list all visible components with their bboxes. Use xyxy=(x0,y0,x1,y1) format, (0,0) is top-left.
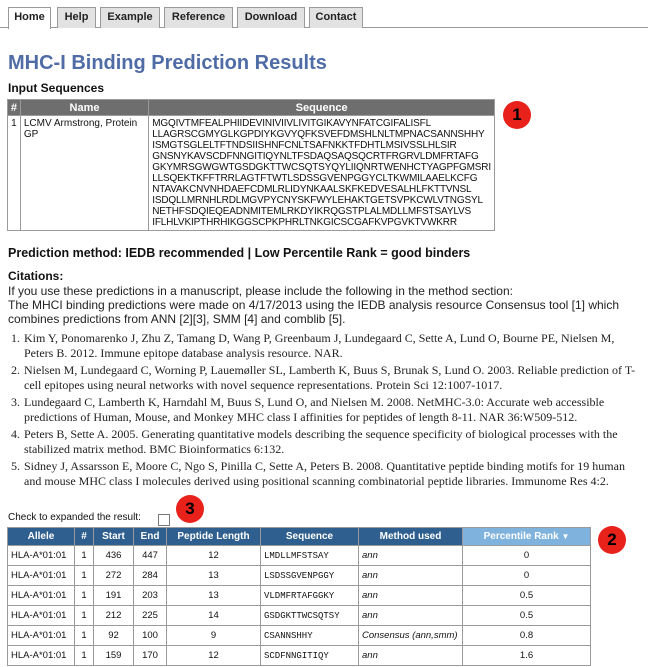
col-header-name: Name xyxy=(20,100,148,116)
cell-start: 92 xyxy=(94,626,134,646)
tab-home[interactable]: Home xyxy=(8,7,51,29)
sequence-line: IFLHLVKIPTHRHIKGGSCPKPHRLTNKGICSCGAFKVPGVKTVWKRR xyxy=(152,217,457,228)
cell-allele: HLA-A*01:01 xyxy=(8,546,75,566)
cell-length: 12 xyxy=(167,546,261,566)
cell-method: ann xyxy=(359,586,463,606)
sequence-line: GKYMRSGWGWTGSDGKTTWCSQTSYQYLIIQNRTWENHCTYAGPFGMSRI xyxy=(152,162,491,173)
cell-rank: 0 xyxy=(463,566,591,586)
reference-text: Lundegaard C, Lamberth K, Harndahl M, Buus S, Lund O, and Nielsen M. 2008. NetMHC-3.0: Accurate web accessible predictions of Human, Mouse, and Monkey MHC class I affinities for peptides of length 8-11. NAR 36:W509-512. xyxy=(24,395,605,424)
results-header-row xyxy=(8,528,591,546)
cell-end: 100 xyxy=(134,626,167,646)
cell-method: Consensus (ann,smm) xyxy=(359,626,463,646)
reference-number: 3. xyxy=(11,395,20,409)
cell-sequence: CSANNSHHY xyxy=(261,626,359,646)
sequence-line: MGQIVTMFEALPHIIDEVINIVIIVLIVITGIKAVYNFATCGIFALISFL xyxy=(152,118,432,129)
reference-item xyxy=(8,427,638,457)
cell-end: 284 xyxy=(134,566,167,586)
cell-method: ann xyxy=(359,646,463,666)
cell-start: 191 xyxy=(94,586,134,606)
cell-sequence: SCDFNNGITIQY xyxy=(261,646,359,666)
tab-reference[interactable]: Reference xyxy=(164,7,233,28)
input-row-sequence xyxy=(149,116,495,231)
cell-rank: 0.5 xyxy=(463,586,591,606)
nav-tabbar xyxy=(0,0,648,28)
percentile-rank-label: Percentile Rank xyxy=(483,531,559,542)
cell-rank: 0.8 xyxy=(463,626,591,646)
cell-start: 272 xyxy=(94,566,134,586)
cell-end: 225 xyxy=(134,606,167,626)
reference-text: Sidney J, Assarsson E, Moore C, Ngo S, Pinilla C, Sette A, Peters B. 2008. Quantitative peptide binding motifs for 19 human and mouse MHC class I molecules derived using positional scanning combinatorial peptide libraries. Immunome Res 4:2. xyxy=(24,459,625,488)
cell-length: 14 xyxy=(167,606,261,626)
cell-rank: 0.5 xyxy=(463,606,591,626)
reference-item xyxy=(8,331,638,361)
cell-start: 159 xyxy=(94,646,134,666)
col-header-allele[interactable]: Allele xyxy=(8,528,75,546)
reference-number: 4. xyxy=(11,427,20,441)
cell-start: 436 xyxy=(94,546,134,566)
cell-allele: HLA-A*01:01 xyxy=(8,566,75,586)
tab-contact[interactable]: Contact xyxy=(309,7,363,28)
reference-item xyxy=(8,459,638,489)
cell-num: 1 xyxy=(75,546,94,566)
input-table-row xyxy=(8,116,495,231)
input-row-name: LCMV Armstrong, Protein GP xyxy=(20,116,148,231)
input-sequences-heading: Input Sequences xyxy=(8,81,105,95)
cell-rank: 1.6 xyxy=(463,646,591,666)
col-header-sequence: Sequence xyxy=(149,100,495,116)
reference-item xyxy=(8,363,638,393)
table-row xyxy=(8,626,591,646)
col-header-method[interactable]: Method used xyxy=(359,528,463,546)
cell-length: 12 xyxy=(167,646,261,666)
input-sequences-table xyxy=(7,99,495,231)
reference-number: 2. xyxy=(11,363,20,377)
expand-result-label: Check to expanded the result: xyxy=(8,512,141,523)
reference-number: 5. xyxy=(11,459,20,473)
cell-sequence: GSDGKTTWCSQTSY xyxy=(261,606,359,626)
cell-num: 1 xyxy=(75,626,94,646)
table-row xyxy=(8,566,591,586)
cell-num: 1 xyxy=(75,606,94,626)
cell-method: ann xyxy=(359,606,463,626)
cell-sequence: LSDSSGVENPGGY xyxy=(261,566,359,586)
cell-sequence: VLDMFRTAFGGKY xyxy=(261,586,359,606)
sequence-line: NTAVAKCNVNHDAEFCDMLRLIDYNKAALSKFKEDVESALHLFKTTVNSL xyxy=(152,184,472,195)
col-header-percentile-rank[interactable] xyxy=(463,528,591,546)
cell-method: ann xyxy=(359,546,463,566)
cell-start: 212 xyxy=(94,606,134,626)
sequence-line: ISMGTSGLELTFTNDSIISHNFCNLTSAFNKKTFDHTLMSIVSSLHLSIR xyxy=(152,140,457,151)
col-header-peptide-length[interactable]: Peptide Length xyxy=(167,528,261,546)
cell-length: 9 xyxy=(167,626,261,646)
cell-allele: HLA-A*01:01 xyxy=(8,586,75,606)
table-row xyxy=(8,646,591,666)
table-row xyxy=(8,546,591,566)
reference-text: Peters B, Sette A. 2005. Generating quantitative models describing the sequence specificity of biological processes with the stabilized matrix method. BMC Bioinformatics 6:132. xyxy=(24,427,618,456)
sequence-line: GNSNYKAVSCDFNNGITIQYNLTFSDAQSAQSQCRTFRGRVLDMFRTAFG xyxy=(152,151,479,162)
page-title: MHC-I Binding Prediction Results xyxy=(8,52,327,74)
cell-length: 13 xyxy=(167,566,261,586)
col-header-sequence[interactable]: Sequence xyxy=(261,528,359,546)
citations-intro-line: The MHCI binding predictions were made on 4/17/2013 using the IEDB analysis resource Consensus tool [1] which combines predictions from ANN [2][3], SMM [4] and comblib [5]. xyxy=(8,298,619,326)
table-row xyxy=(8,586,591,606)
reference-item xyxy=(8,395,638,425)
input-row-index: 1 xyxy=(8,116,21,231)
cell-num: 1 xyxy=(75,566,94,586)
references-list xyxy=(8,331,638,491)
sequence-line: ISDQLLMRNHLRDLMGVPYCNYSKFWYLEHAKTGETSVPKCWLVTNGSYL xyxy=(152,195,483,206)
results-table xyxy=(7,527,591,666)
cell-end: 447 xyxy=(134,546,167,566)
expand-result-checkbox[interactable] xyxy=(158,514,170,526)
cell-sequence: LMDLLMFSTSAY xyxy=(261,546,359,566)
col-header-num[interactable]: # xyxy=(75,528,94,546)
annotation-marker-2: 2 xyxy=(598,526,626,554)
tab-download[interactable]: Download xyxy=(237,7,305,28)
col-header-end[interactable]: End xyxy=(134,528,167,546)
reference-number: 1. xyxy=(11,331,20,345)
cell-allele: HLA-A*01:01 xyxy=(8,606,75,626)
cell-length: 13 xyxy=(167,586,261,606)
sequence-line: LLAGRSCGMYGLKGPDIYKGVYQFKSVEFDMSHLNLTMPNACSANNSHHY xyxy=(152,129,485,140)
col-header-index: # xyxy=(8,100,21,116)
reference-text: Kim Y, Ponomarenko J, Zhu Z, Tamang D, Wang P, Greenbaum J, Lundegaard C, Sette A, Lund O, Bourne PE, Nielsen M, Peters B. 2012. Immune epitope database analysis resource. NAR. xyxy=(24,331,615,360)
table-row xyxy=(8,606,591,626)
sequence-line: NETHFSDQIEQEADNMITEMLRKDYIKRQGSTPLALMDLLMFSTSAYLVS xyxy=(152,206,472,217)
tab-help[interactable]: Help xyxy=(57,7,96,28)
citations-intro-line: If you use these predictions in a manuscript, please include the following in the method section: xyxy=(8,284,513,298)
cell-method: ann xyxy=(359,566,463,586)
cell-end: 203 xyxy=(134,586,167,606)
cell-rank: 0 xyxy=(463,546,591,566)
tab-example[interactable]: Example xyxy=(100,7,160,28)
citations-intro xyxy=(8,284,638,326)
prediction-method-text: Prediction method: IEDB recommended | Low Percentile Rank = good binders xyxy=(8,246,471,260)
cell-num: 1 xyxy=(75,646,94,666)
cell-allele: HLA-A*01:01 xyxy=(8,646,75,666)
sequence-line: LLSQEKTKFFTRRLAGTFTWTLSDSSGVENPGGYCLTKWMILAAELKCFG xyxy=(152,173,478,184)
col-header-start[interactable]: Start xyxy=(94,528,134,546)
annotation-marker-1: 1 xyxy=(503,101,531,129)
sort-desc-icon: ▼ xyxy=(561,532,570,541)
reference-text: Nielsen M, Lundegaard C, Worning P, Lauemøller SL, Lamberth K, Buus S, Brunak S, Lund O. 2003. Reliable prediction of T-cell epitopes using neural networks with novel sequence representations. Protein Sci 12:1007-1017. xyxy=(24,363,636,392)
annotation-marker-3: 3 xyxy=(176,495,204,523)
cell-end: 170 xyxy=(134,646,167,666)
citations-heading: Citations: xyxy=(8,269,64,283)
cell-num: 1 xyxy=(75,586,94,606)
cell-allele: HLA-A*01:01 xyxy=(8,626,75,646)
input-table-header-row xyxy=(8,100,495,116)
